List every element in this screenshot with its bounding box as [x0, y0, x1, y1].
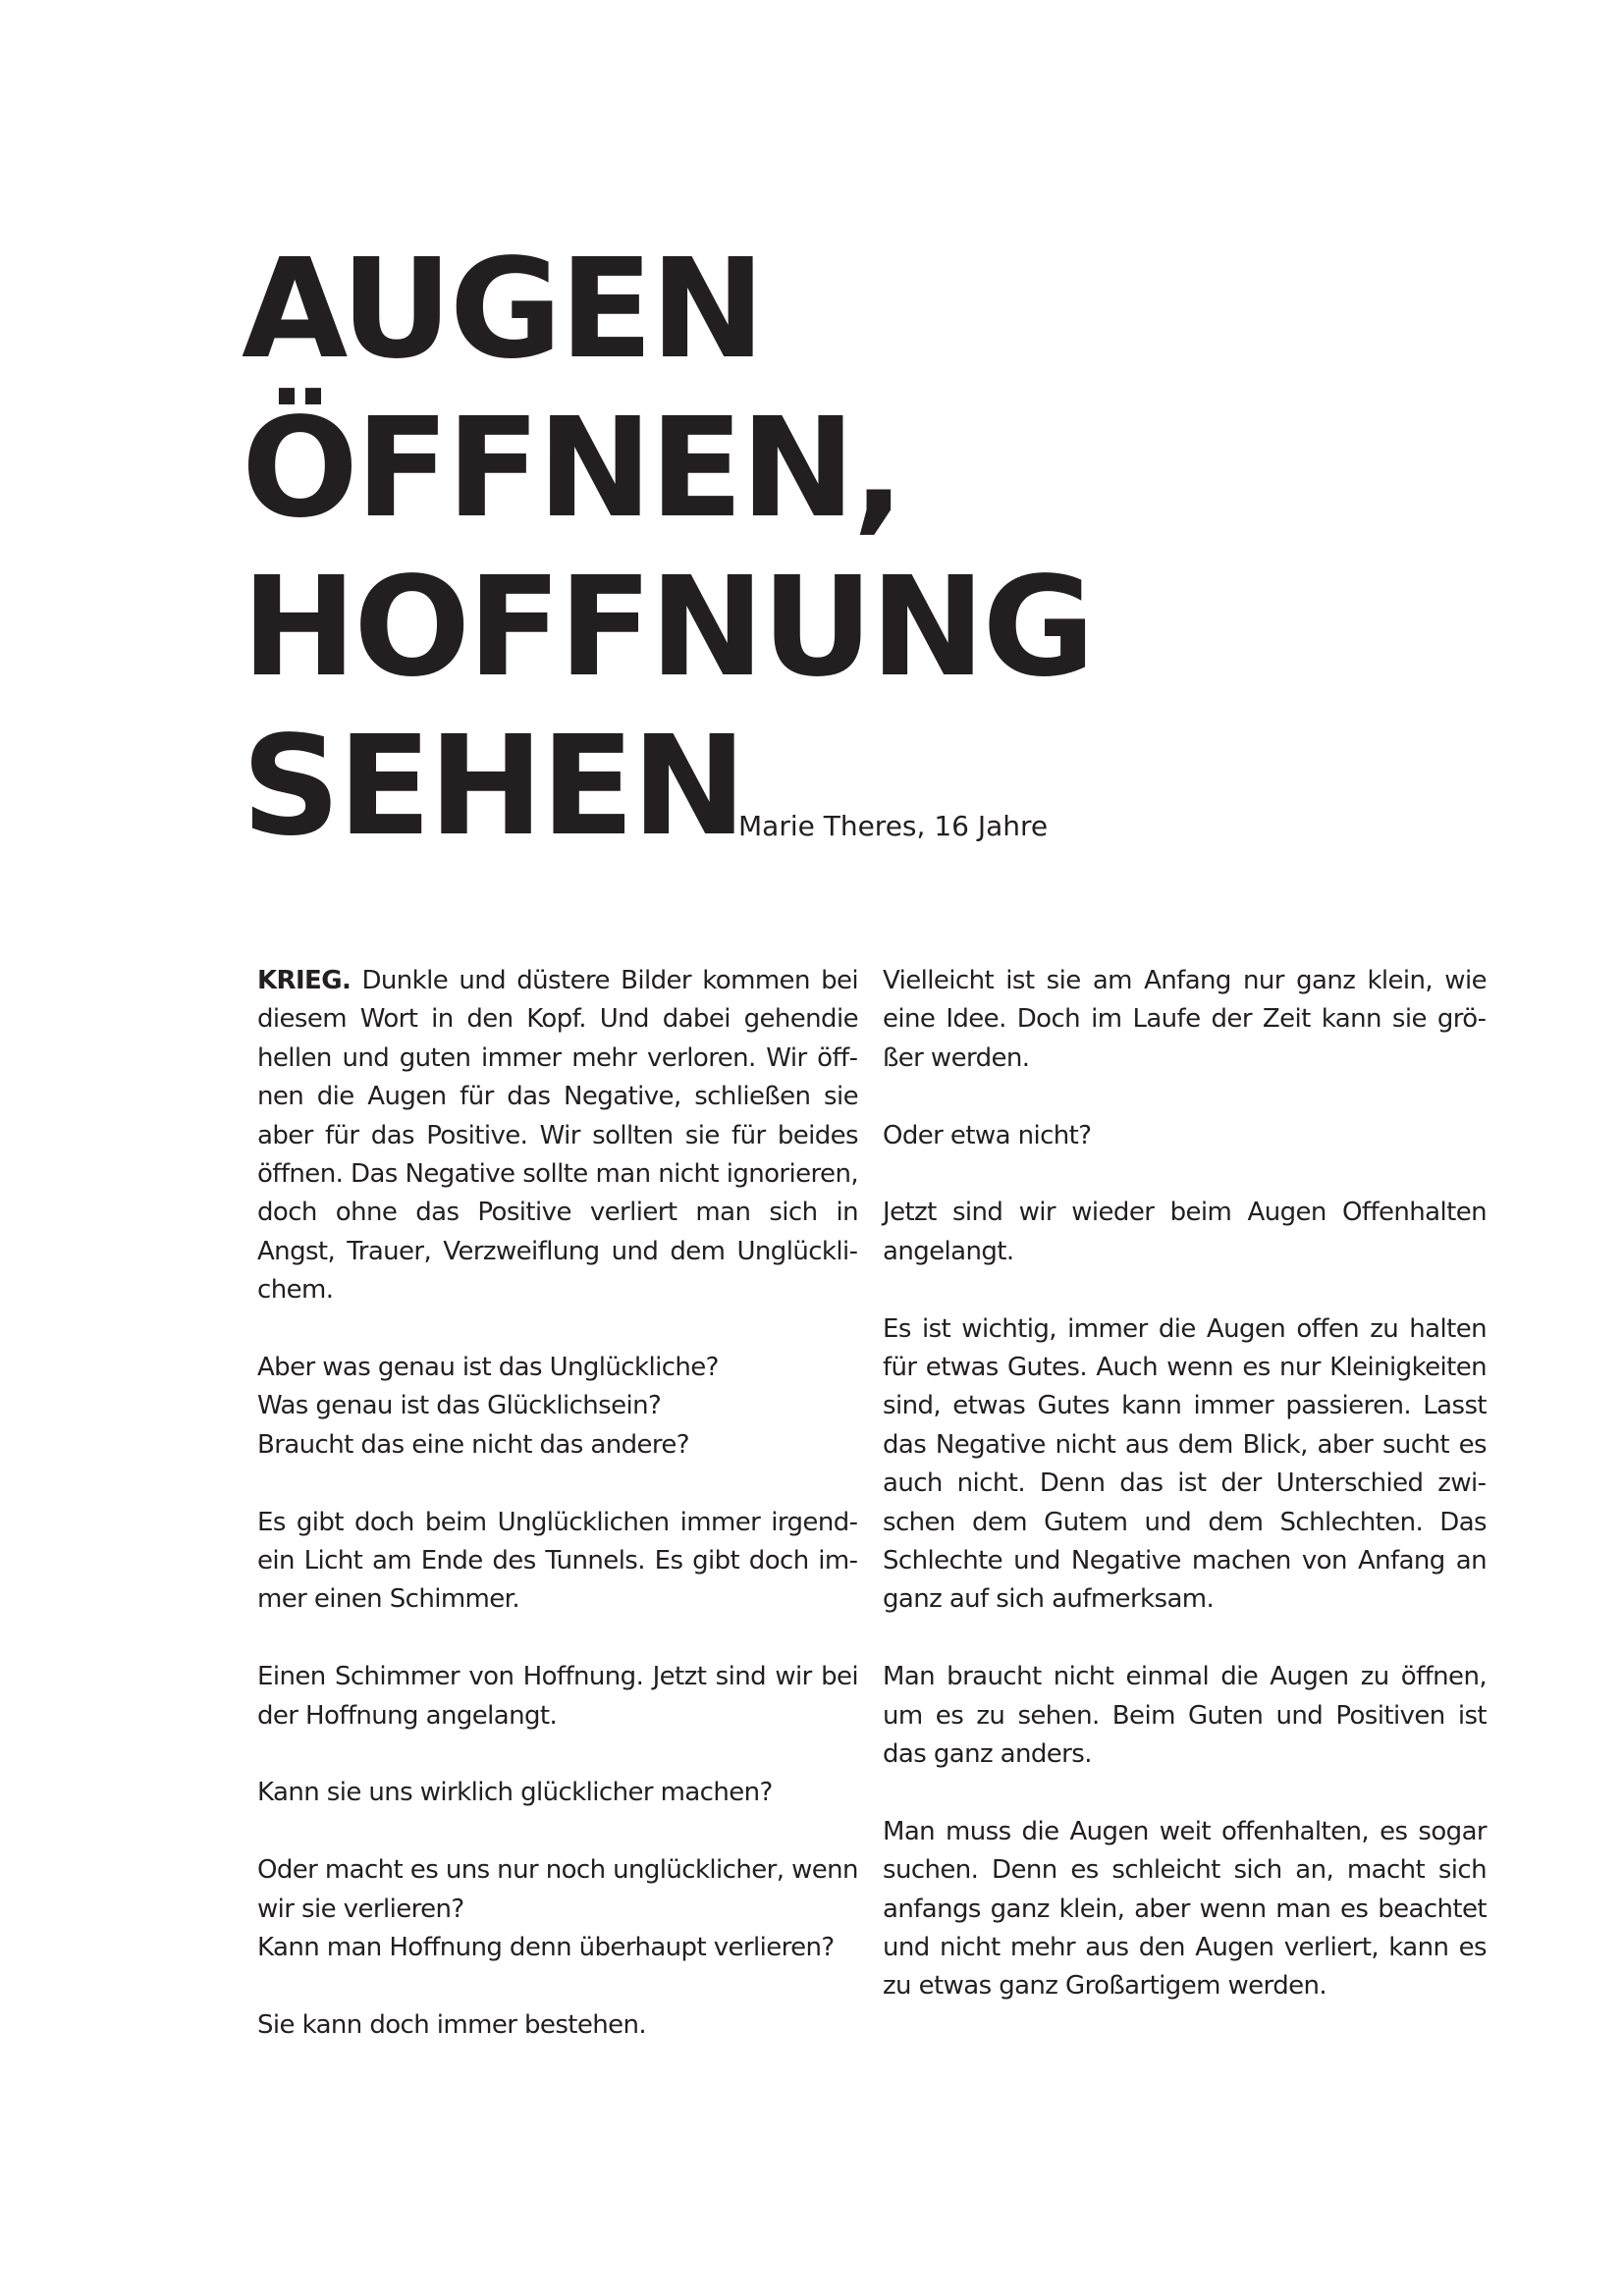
article-title	[242, 231, 1092, 867]
paragraph: Es ist wichtig, immer die Augen offen zu halten für etwas Gutes. Auch wenn es nur Kleinigkeiten sind, etwas Gutes kann immer passieren. Lasst das Negative nicht aus dem Blick, aber sucht es auch nicht. Denn das ist der Unterschied zwischen dem Gutem und dem Schlechten. Das Schlechte und Negative machen von Anfang an ganz auf sich aufmerksam.	[883, 1313, 1487, 1615]
paragraph-text: Dunkle und düstere Bilder kommen bei diesem Wort in den Kopf. Und dabei gehendie hellen und guten immer mehr verloren. Wir öffnen die Augen für das Negative, schließen sie aber für das Positive. Wir sollten sie für beides öffnen. Das Negative sollte man nicht ignorieren, doch ohne das Positive verliert man sich in Angst, Trauer, Verzweiflung und dem Unglücklichem.	[257, 966, 858, 1306]
right-column	[883, 962, 1487, 2045]
paragraph: Einen Schimmer von Hoffnung. Jetzt sind wir bei der Hoffnung angelangt.	[257, 1662, 858, 1731]
question-line: Braucht das eine nicht das andere?	[257, 1429, 689, 1460]
title-line-4: SEHEN	[242, 707, 744, 867]
question-line: Oder macht es uns nur noch unglücklicher, wenn	[257, 1855, 858, 1886]
paragraph: Oder etwa nicht?	[883, 1120, 1092, 1150]
paragraph: Man muss die Augen weit offenhalten, es sogar suchen. Denn es schleicht sich an, macht sich anfangs ganz klein, aber wenn man es beachtet und nicht mehr aus den Augen verliert, kann es zu etwas ganz Großartigem werden.	[883, 1816, 1487, 2002]
title-line-3: HOFFNUNG	[242, 548, 1093, 708]
question-line: wir sie verlieren?	[257, 1894, 464, 1924]
paragraph-questions	[257, 1349, 858, 1465]
title-line-1: AUGEN	[242, 230, 763, 390]
paragraph: Kann sie uns wirklich glücklicher machen?	[257, 1778, 773, 1808]
lead-word: KRIEG.	[257, 966, 352, 995]
paragraph	[257, 962, 858, 1310]
paragraph: Sie kann doch immer bestehen.	[257, 2009, 647, 2040]
paragraph-questions	[257, 1851, 858, 1967]
paragraph: Vielleicht ist sie am Anfang nur ganz klein, wie eine Idee. Doch im Laufe der Zeit kann sie größer werden.	[883, 966, 1487, 1073]
title-line-2: ÖFFNEN,	[242, 389, 902, 549]
question-line: Aber was genau ist das Unglückliche?	[257, 1353, 719, 1383]
author-byline: Marie Theres, 16 Jahre	[738, 810, 1049, 842]
question-line: Kann man Hoffnung denn überhaupt verlieren?	[257, 1933, 835, 1963]
question-line: Was genau ist das Glücklichsein?	[257, 1391, 662, 1421]
left-column	[257, 962, 858, 2084]
paragraph: Man braucht nicht einmal die Augen zu öffnen, um es zu sehen. Beim Guten und Positiven ist das ganz anders.	[883, 1662, 1487, 1770]
paragraph: Jetzt sind wir wieder beim Augen Offenhalten angelangt.	[883, 1198, 1487, 1266]
paragraph: Es gibt doch beim Unglücklichen immer irgendein Licht am Ende des Tunnels. Es gibt doch immer einen Schimmer.	[257, 1507, 858, 1615]
